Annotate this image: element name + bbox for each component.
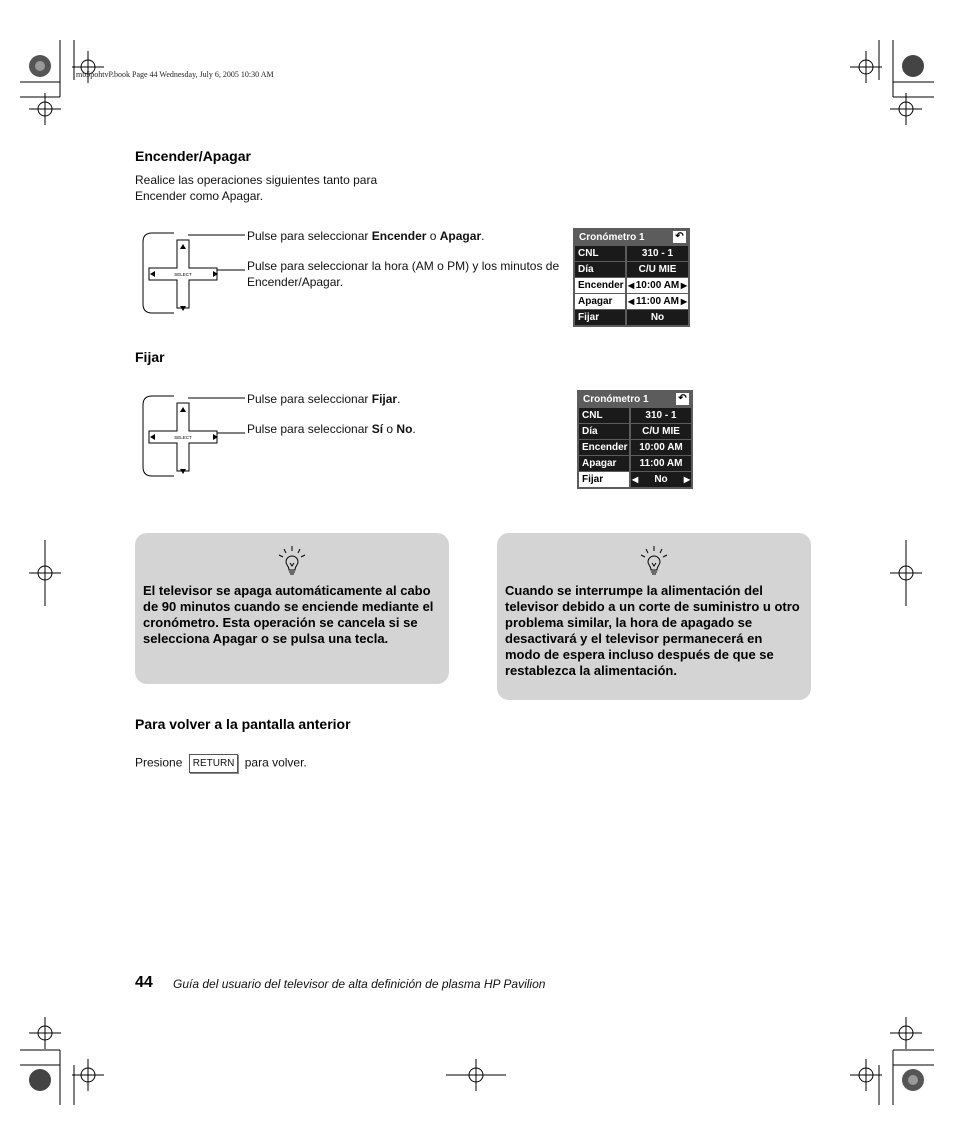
osd-row-value: 310 - 1	[627, 246, 688, 261]
osd-title: Cronómetro 1	[579, 232, 645, 243]
dpad-select-label: SELECT	[174, 272, 192, 277]
tip-box-auto-off	[135, 533, 449, 684]
osd-row-label: Fijar	[579, 472, 629, 487]
section-heading-volver: Para volver a la pantalla anterior	[135, 716, 351, 732]
instruction-fijar: Pulse para seleccionar Fijar.	[247, 392, 401, 406]
return-arrow-icon: ↶	[673, 231, 686, 243]
osd-row-value-wrap: ◀ 11:00 AM ▶	[628, 296, 687, 307]
instruction-encender: Pulse para seleccionar Encender o Apagar.	[247, 229, 485, 243]
lightbulb-icon	[276, 545, 308, 577]
dpad-diagram	[140, 391, 260, 481]
dpad-select-label: SELECT	[174, 435, 192, 440]
tip-box-power-failure	[497, 533, 811, 700]
return-instruction: Presione RETURN para volver.	[135, 754, 307, 773]
osd-row-label: CNL	[579, 408, 629, 423]
osd-row-value: No	[627, 310, 688, 325]
arrow-left-icon: ◀	[628, 281, 635, 290]
tip-text: El televisor se apaga automáticamente al cabo de 90 minutos cuando se enciende mediante el cronómetro. Esta operación se cancela si se selecciona Apagar o se pulsa una tecla.	[143, 583, 434, 646]
osd-row-label: CNL	[575, 246, 625, 261]
osd-row-value: 310 - 1	[631, 408, 691, 423]
arrow-left-icon: ◀	[628, 297, 635, 306]
osd-row-label: Apagar	[575, 294, 625, 309]
osd-row-label: Fijar	[575, 310, 625, 325]
arrow-right-icon: ▶	[683, 475, 690, 484]
osd-row-value: 10:00 AM	[631, 440, 691, 455]
section-heading-fijar: Fijar	[135, 349, 165, 365]
osd-row-label: Apagar	[579, 456, 629, 471]
osd-timer-menu-2	[577, 390, 693, 489]
osd-row-value: C/U MIE	[631, 424, 691, 439]
tip-text: Cuando se interrumpe la alimentación del televisor debido a un corte de suministro u otro problema similar, la hora de apagado se desactivará y el televisor permanecerá en modo de espera incluso después de que se restablezca la alimentación.	[505, 583, 800, 678]
osd-row-label: Día	[579, 424, 629, 439]
arrow-right-icon: ▶	[680, 297, 687, 306]
instruction-si-no: Pulse para seleccionar Sí o No.	[247, 422, 416, 436]
print-header: mb5pohtvP.book Page 44 Wednesday, July 6, 2005 10:30 AM	[76, 70, 274, 79]
section-intro: Realice las operaciones siguientes tanto para Encender como Apagar.	[135, 173, 378, 203]
footer-title: Guía del usuario del televisor de alta definición de plasma HP Pavilion	[173, 977, 546, 991]
osd-row-value-wrap: ◀ No ▶	[632, 474, 690, 485]
osd-row-label: Día	[575, 262, 625, 277]
return-arrow-icon: ↶	[676, 393, 689, 405]
osd-timer-menu-1	[573, 228, 690, 327]
arrow-right-icon: ▶	[680, 281, 687, 290]
osd-row-label: Encender	[575, 278, 625, 293]
dpad-diagram	[140, 228, 260, 318]
lightbulb-icon	[638, 545, 670, 577]
osd-title: Cronómetro 1	[583, 394, 649, 405]
return-button: RETURN	[189, 754, 239, 773]
osd-row-value: C/U MIE	[627, 262, 688, 277]
section-heading-encender-apagar: Encender/Apagar	[135, 148, 251, 164]
arrow-left-icon: ◀	[632, 475, 639, 484]
osd-row-value-wrap: ◀ 10:00 AM ▶	[628, 280, 687, 291]
instruction-hora: Pulse para seleccionar la hora (AM o PM) y los minutos de Encender/Apagar.	[247, 259, 560, 289]
page-number: 44	[135, 974, 153, 991]
osd-row-label: Encender	[579, 440, 629, 455]
osd-row-value: 11:00 AM	[631, 456, 691, 471]
